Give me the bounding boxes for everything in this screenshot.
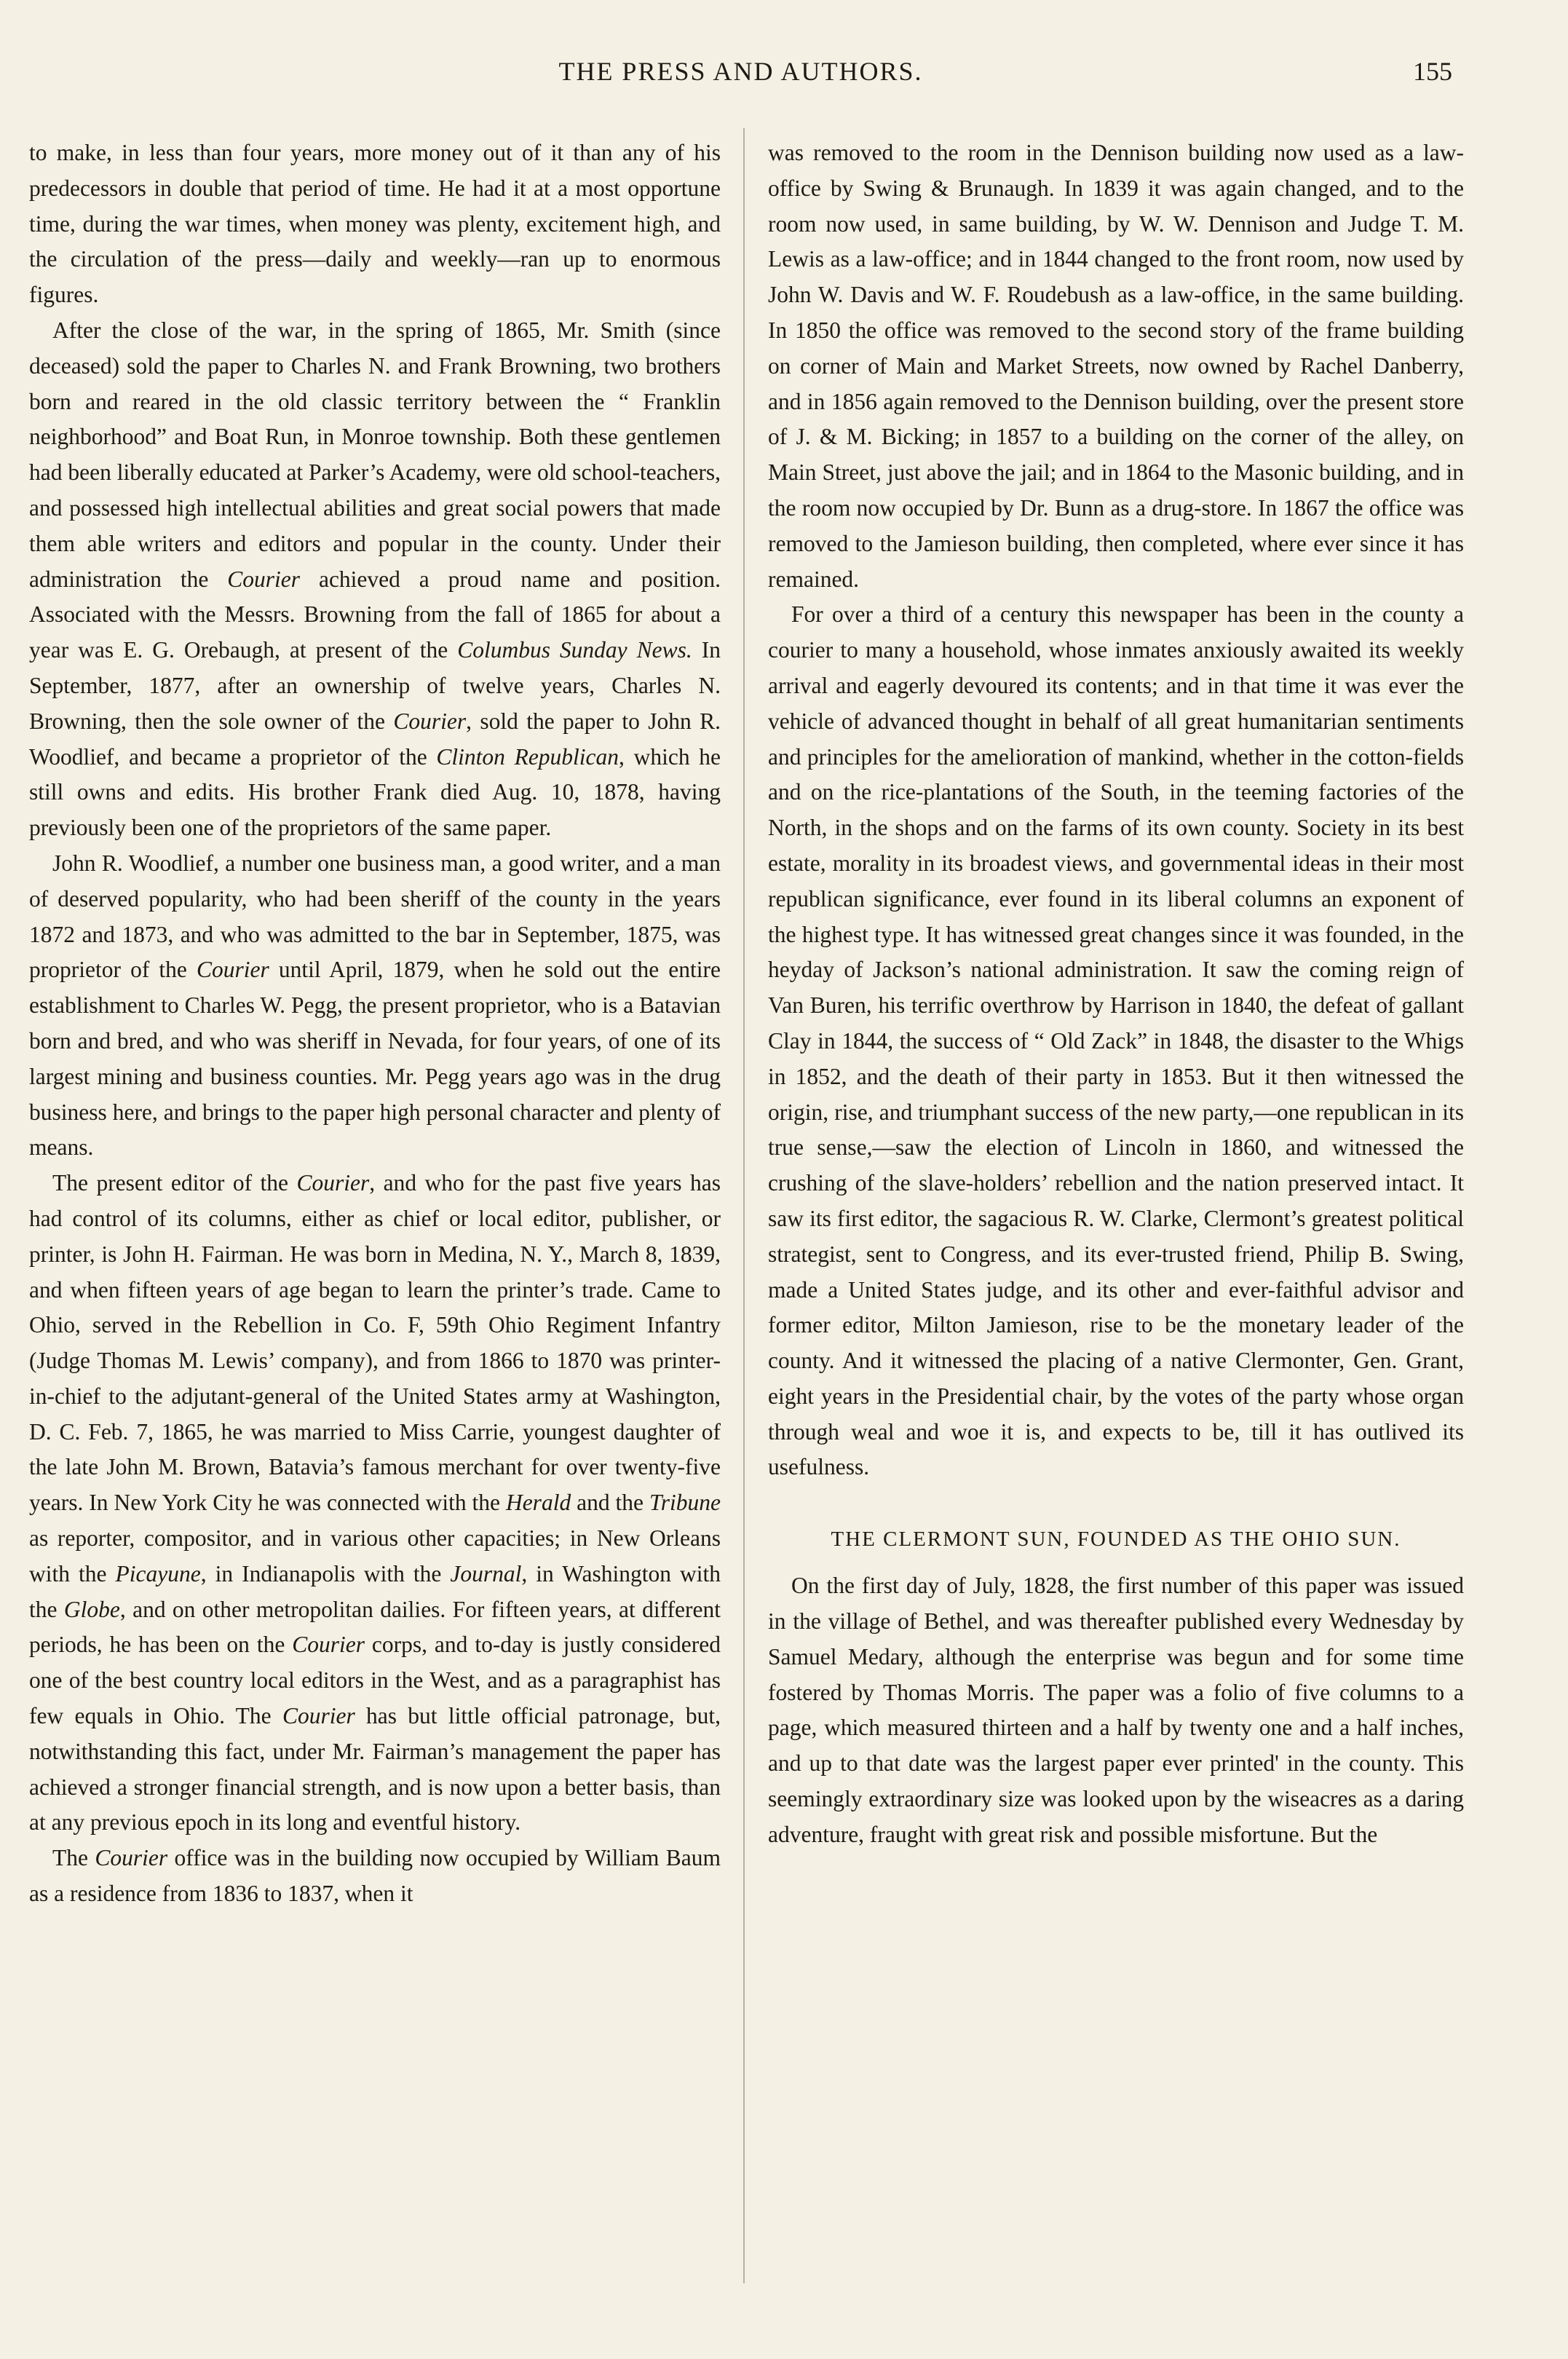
newspaper-title-courier: Courier [95, 1845, 168, 1871]
running-title: THE PRESS AND AUTHORS. [558, 57, 923, 86]
paragraph-browning [29, 313, 721, 846]
newspaper-title-clinton-republican: Clinton Republican [436, 743, 619, 770]
newspaper-title-courier: Courier [393, 708, 467, 734]
newspaper-title-courier: Courier [292, 1632, 365, 1658]
running-head [29, 52, 1452, 90]
text-run: The present editor of the [52, 1170, 297, 1196]
text-run: office was in the building now occupied by William Baum as a residence from 1836 to 1837, when it [29, 1845, 721, 1907]
newspaper-title-courier: Courier [227, 566, 301, 592]
text-run: and the [571, 1490, 649, 1516]
text-run: has but little official patronage, but, notwithstanding this fact, under Mr. Fairman’s management the paper has achieved a stronger financial strength, and is now upon a better basis, than at any previous epoch in its long and eventful history. [29, 1703, 721, 1836]
text-run: John R. Woodlief, a number one business man, a good writer, and a man of deserved popularity, who had been sheriff of the county in the years 1872 and 1873, and who was admitted to the bar in September, 1875, was proprietor of the [29, 850, 721, 983]
section-heading: THE CLERMONT SUN, FOUNDED AS THE OHIO SUN. [831, 1528, 1401, 1552]
text-run: corps, and to-day is justly considered one of the best country local editors in the West, and as a paragraphist has few equals in Ohio. The [29, 1632, 721, 1729]
paragraph-continued: to make, in less than four years, more money out of it than any of his predecessors in double that period of time. He had it at a most opportune time, during the war times, when money was plenty, excitement high, and the circulation of the press—daily and weekly—ran up to enormous figures. [29, 140, 721, 308]
text-run: achieved a proud name and position. Associated with the Messrs. Browning from the fall of 1865 for about a year was E. G. Orebaugh, at present of the [29, 566, 721, 663]
text-run: The [52, 1845, 95, 1871]
newspaper-title-columbus-sunday-news: Columbus Sunday News. [457, 637, 692, 663]
paragraph-continued: was removed to the room in the Dennison building now used as a law-office by Swing & Brunaugh. In 1839 it was again changed, and to the room now used, in same building, by W. W. Dennison and Judge T. M. Lewis as a law-office; and in 1844 changed to the front room, now used by John W. Davis and W. F. Roudebush as a law-office, in the same building. In 1850 the office was removed to the second story of the frame building on corner of Main and Market Streets, now owned by Rachel Danberry, and in 1856 again removed to the Dennison building, over the present store of J. & M. Bicking; in 1857 to a building on the corner of the alley, on Main Street, just above the jail; and in 1864 to the Masonic building, and in the room now occupied by Dr. Bunn as a drug-store. In 1867 the office was removed to the Jamieson building, then completed, where ever since it has remained. [768, 140, 1464, 592]
newspaper-title-picayune: Picayune [115, 1560, 201, 1587]
newspaper-title-tribune: Tribune [649, 1490, 721, 1516]
text-run: In September, 1877, after an ownership of twelve years, Charles N. Browning, then the sole owner of the [29, 637, 721, 734]
paragraph-clermont-sun: On the first day of July, 1828, the first number of this paper was issued in the village of Bethel, and was thereafter published every Wednesday by Samuel Medary, although the enterprise was begun and for some time fostered by Thomas Morris. The paper was a folio of five columns to a page, which measured thirteen and a half by twenty one and a half inches, and up to that date was the largest paper ever printed' in the county. This seemingly extraordinary size was looked upon by the wiseacres as a daring adventure, fraught with great risk and possible misfortune. But the [768, 1573, 1464, 1847]
paragraph-courier-history: For over a third of a century this newspaper has been in the county a courier to many a household, whose inmates anxiously awaited its weekly arrival and eagerly devoured its contents; and in that time it was ever the vehicle of advanced thought in behalf of all great humanitarian sentiments and principles for the amelioration of mankind, whether in the cotton-fields and on the rice-plantations of the South, in the teeming factories of the North, in the shops and on the farms of its own county. Society in its best estate, morality in its broadest views, and governmental ideas in their most republican significance, ever found in its liberal columns an exponent of the highest type. It has witnessed great changes since it was founded, in the heyday of Jackson’s national administration. It saw the coming reign of Van Buren, his terrific overthrow by Harrison in 1840, the defeat of gallant Clay in 1844, the success of “ Old Zack” in 1848, the disaster to the Whigs in 1852, and the death of their party in 1853. But it then witnessed the origin, rise, and triumphant success of the new party,—one republican in its true sense,—saw the election of Lincoln in 1860, and witnessed the crushing of the slave-holders’ rebellion and the nation preserved intact. It saw its first editor, the sagacious R. W. Clarke, Clermont’s greatest political strategist, sent to Congress, and its ever-trusted friend, Philip B. Swing, made a United States judge, and its other and ever-faithful advisor and former editor, Milton Jamieson, rise to be the monetary leader of the county. And it witnessed the placing of a native Clermonter, Gen. Grant, eight years in the Presidential chair, by the votes of the party whose organ through weal and woe it is, and expects to be, till it has outlived its usefulness. [768, 601, 1464, 1480]
text-run: , which he still owns and edits. His brother Frank died Aug. 10, 1878, having previously been one of the proprietors of the same paper. [29, 743, 721, 841]
page-number: 155 [1413, 57, 1452, 86]
newspaper-title-herald: Herald [505, 1490, 571, 1516]
left-column [29, 135, 721, 1912]
newspaper-title-courier: Courier [282, 1703, 355, 1729]
newspaper-title-globe: Globe [63, 1596, 120, 1622]
text-run: , sold the paper to John R. Woodlief, and became a proprietor of the [29, 708, 721, 770]
text-run: , and on other metropolitan dailies. For fifteen years, at different periods, he has been on the [29, 1596, 721, 1658]
text-run: until April, 1879, when he sold out the entire establishment to Charles W. Pegg, the present proprietor, who is a Batavian born and bred, and who was sheriff in Nevada, for four years, of one of its largest mining and business counties. Mr. Pegg years ago was in the drug business here, and brings to the paper high personal character and plenty of means. [29, 957, 721, 1161]
text-run: After the close of the war, in the spring of 1865, Mr. Smith (since deceased) sold the paper to Charles N. and Frank Browning, two brothers born and reared in the old classic territory between the “ Franklin neighborhood” and Boat Run, in Monroe township. Both these gentlemen had been liberally educated at Parker’s Academy, were old school-teachers, and possessed high intellectual abilities and great social powers that made them able writers and editors and popular in the county. Under their administration the [29, 317, 721, 592]
text-run: as reporter, compositor, and in various other capacities; in New Orleans with the [29, 1525, 721, 1587]
column-divider [743, 128, 745, 2283]
paragraph-fairman [29, 1166, 721, 1841]
right-column [768, 135, 1464, 1853]
text-run: , and who for the past five years has had control of its columns, either as chief or local editor, publisher, or printer, is John H. Fairman. He was born in Medina, N. Y., March 8, 1839, and when fifteen years of age began to learn the printer’s trade. Came to Ohio, served in the Rebellion in Co. F, 59th Ohio Regiment Infantry (Judge Thomas M. Lewis’ company), and from 1866 to 1870 was printer-in-chief to the adjutant-general of the United States army at Washington, D. C. Feb. 7, 1865, he was married to Miss Carrie, youngest daughter of the late John M. Brown, Batavia’s famous merchant for over twenty-five years. In New York City he was connected with the [29, 1170, 721, 1516]
text-run: , in Washington with the [29, 1560, 721, 1622]
paragraph-woodlief [29, 846, 721, 1166]
newspaper-title-courier: Courier [197, 957, 269, 983]
text-run: , in Indianapolis with the [200, 1560, 451, 1587]
paragraph-office-locations [29, 1841, 721, 1912]
newspaper-title-courier: Courier [296, 1170, 370, 1196]
newspaper-title-journal: Journal [450, 1560, 522, 1587]
